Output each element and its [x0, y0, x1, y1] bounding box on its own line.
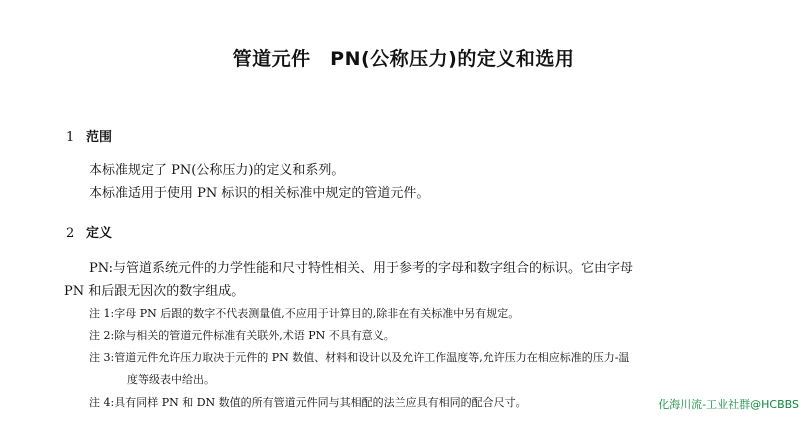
section-1-heading	[66, 126, 112, 145]
section-2-title: 定义	[86, 226, 113, 241]
section-1-number: 1	[66, 130, 75, 145]
definition-line-1: PN:与管道系统元件的力学性能和尺寸特性相关、用于参考的字母和数字组合的标识。它由字母	[89, 261, 634, 276]
scope-paragraph-2: 本标准适用于使用 PN 标识的相关标准中规定的管道元件。	[89, 186, 430, 201]
note-3-continued: 度等级表中给出。	[127, 373, 215, 386]
definition-line-2: PN 和后跟无因次的数字组成。	[64, 284, 245, 299]
watermark: 化海川流-工业社群@HCBBS	[658, 398, 799, 411]
note-3: 注 3:管道元件允许压力取决于元件的 PN 数值、材料和设计以及允许工作温度等,允许压力在相应标准的压力-温	[89, 351, 630, 364]
scope-paragraph-1: 本标准规定了 PN(公称压力)的定义和系列。	[89, 163, 345, 178]
note-1: 注 1:字母 PN 后跟的数字不代表测量值,不应用于计算目的,除非在有关标准中另有规定。	[89, 307, 520, 320]
document-title: 管道元件 PN(公称压力)的定义和选用	[232, 48, 575, 70]
section-2-number: 2	[66, 226, 75, 241]
section-1-title: 范围	[86, 130, 113, 145]
note-2: 注 2:除与相关的管道元件标准有关联外,术语 PN 不具有意义。	[89, 329, 395, 342]
note-4: 注 4:具有同样 PN 和 DN 数值的所有管道元件同与其相配的法兰应具有相同的配合尺寸。	[89, 396, 527, 409]
section-2-heading	[66, 222, 112, 241]
